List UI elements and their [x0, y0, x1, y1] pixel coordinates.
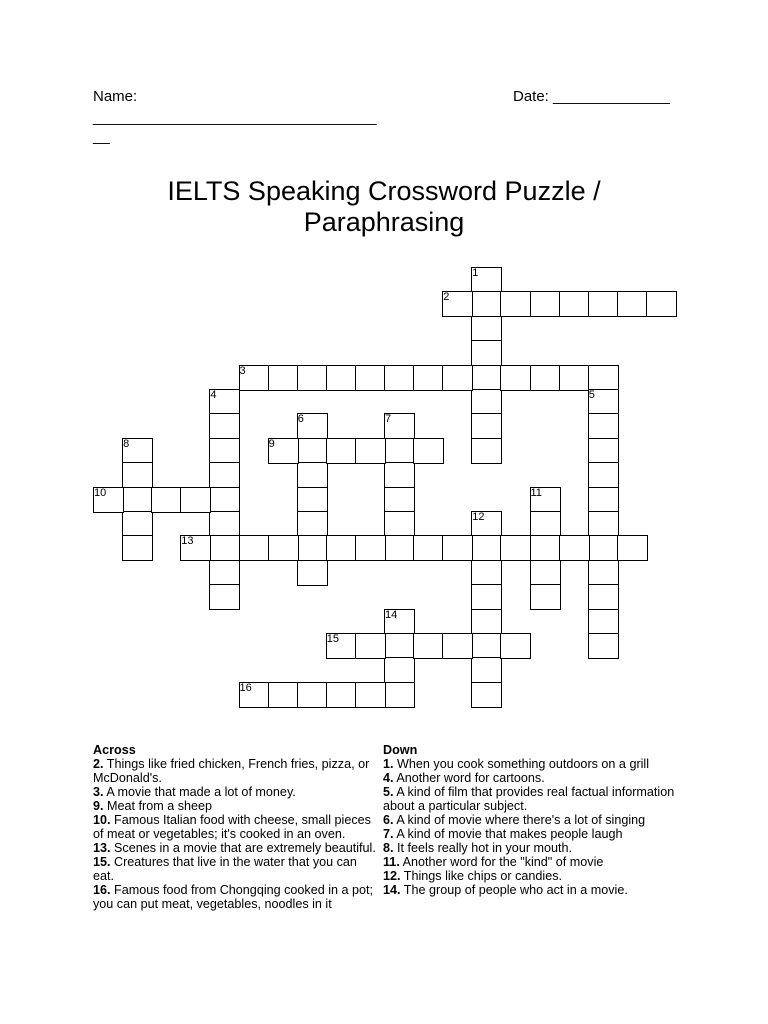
crossword-cell[interactable] — [384, 511, 415, 537]
crossword-cell[interactable] — [384, 413, 415, 439]
crossword-cell[interactable] — [384, 487, 415, 513]
across-clue — [93, 883, 381, 911]
crossword-cell[interactable] — [588, 438, 619, 464]
across-clue — [93, 757, 381, 785]
crossword-cell[interactable] — [355, 682, 386, 708]
down-clue — [383, 757, 679, 771]
down-clue — [383, 841, 679, 855]
page-title-line-1: IELTS Speaking Crossword Puzzle / — [167, 176, 601, 207]
clue-number: 10. — [93, 813, 111, 827]
crossword-cell[interactable] — [209, 438, 240, 464]
crossword-cell[interactable] — [268, 438, 299, 464]
crossword-cell[interactable] — [297, 487, 328, 513]
crossword-cell[interactable] — [268, 535, 299, 561]
clue-text: A kind of movie where there's a lot of singing — [396, 813, 646, 827]
crossword-cell[interactable] — [471, 438, 502, 464]
clue-text: Meat from a sheep — [107, 799, 213, 813]
across-clue — [93, 813, 381, 841]
crossword-cell[interactable] — [239, 682, 270, 708]
crossword-cell[interactable] — [297, 560, 328, 586]
crossword-cell[interactable] — [471, 413, 502, 439]
crossword-cell[interactable] — [471, 682, 502, 708]
clue-number-label: 15 — [326, 633, 340, 645]
crossword-cell[interactable] — [122, 462, 153, 488]
clue-number: 7. — [383, 827, 394, 841]
crossword-cell[interactable] — [122, 535, 153, 561]
crossword-cell[interactable] — [209, 389, 240, 415]
crossword-cell[interactable] — [239, 365, 270, 391]
crossword-cell[interactable] — [209, 511, 240, 537]
crossword-cell[interactable] — [588, 365, 619, 391]
crossword-cell[interactable] — [588, 389, 619, 415]
clue-number: 5. — [383, 785, 394, 799]
crossword-cell[interactable] — [209, 560, 240, 586]
crossword-cell[interactable] — [180, 487, 211, 513]
clue-number: 14. — [383, 883, 401, 897]
crossword-cell[interactable] — [297, 365, 328, 391]
crossword-cell[interactable] — [122, 487, 153, 513]
crossword-cell[interactable] — [500, 535, 531, 561]
clue-number-label: 6 — [297, 413, 304, 426]
crossword-cell[interactable] — [268, 682, 299, 708]
clue-number-label: 5 — [588, 389, 595, 401]
clue-number: 2. — [93, 757, 104, 771]
down-heading: Down — [383, 743, 418, 757]
crossword-cell[interactable] — [530, 487, 561, 513]
crossword-cell[interactable] — [588, 633, 619, 659]
crossword-cell[interactable] — [588, 560, 619, 586]
crossword-cell[interactable] — [500, 365, 531, 391]
crossword-cell[interactable] — [355, 535, 386, 561]
name-label: Name: — [93, 88, 138, 105]
across-clues — [93, 743, 381, 911]
clue-number: 8. — [383, 841, 394, 855]
crossword-cell[interactable] — [297, 535, 328, 561]
clue-number: 11. — [383, 855, 400, 869]
down-clue — [383, 827, 679, 841]
crossword-cell[interactable] — [326, 535, 357, 561]
crossword-cell[interactable] — [588, 462, 619, 488]
crossword-cell[interactable] — [326, 365, 357, 391]
crossword-cell[interactable] — [209, 584, 240, 610]
clue-number: 1. — [383, 757, 394, 771]
clue-number: 13. — [93, 841, 111, 855]
clue-number: 12. — [383, 869, 401, 883]
crossword-cell[interactable] — [588, 609, 619, 635]
name-field-line-tail: __ — [93, 128, 110, 145]
crossword-cell[interactable] — [530, 511, 561, 537]
crossword-cell[interactable] — [588, 487, 619, 513]
crossword-cell[interactable] — [588, 413, 619, 439]
crossword-cell[interactable] — [617, 291, 648, 317]
page-title-line-2: Paraphrasing — [303, 207, 465, 238]
crossword-cell[interactable] — [588, 511, 619, 537]
crossword-cell[interactable] — [326, 438, 357, 464]
crossword-cell[interactable] — [500, 633, 531, 659]
crossword-cell[interactable] — [413, 438, 444, 464]
clue-number: 6. — [383, 813, 394, 827]
crossword-cell[interactable] — [471, 511, 502, 537]
across-heading: Across — [93, 743, 136, 757]
page-title — [0, 176, 768, 238]
down-clues — [383, 743, 679, 897]
across-clue — [93, 799, 381, 813]
clue-number-label: 13 — [181, 535, 194, 548]
down-clue — [383, 883, 679, 897]
crossword-cell[interactable] — [442, 535, 473, 561]
down-clue — [383, 813, 679, 827]
crossword-cell[interactable] — [209, 413, 240, 439]
crossword-cell[interactable] — [471, 535, 502, 561]
crossword-cell[interactable] — [471, 340, 502, 366]
clue-text: A kind of movie that makes people laugh — [396, 827, 623, 841]
crossword-cell[interactable] — [355, 633, 386, 659]
clue-text: A movie that made a lot of money. — [106, 785, 296, 799]
across-clue — [93, 785, 381, 799]
crossword-cell[interactable] — [471, 657, 502, 683]
crossword-cell[interactable] — [559, 365, 590, 391]
crossword-cell[interactable] — [471, 609, 502, 635]
crossword-cell[interactable] — [588, 584, 619, 610]
clue-number: 15. — [93, 855, 111, 869]
clue-text: Things like chips or candies. — [403, 869, 562, 883]
clue-number-label: 3 — [239, 364, 246, 377]
clue-number-label: 2 — [443, 291, 450, 304]
clue-number-label: 1 — [472, 267, 479, 279]
clue-text: Famous food from Chongqing cooked in a pot; you can put meat, vegetables, noodles in it — [93, 883, 374, 911]
crossword-cell[interactable] — [384, 535, 415, 561]
clue-text: Things like fried chicken, French fries, pizza, or McDonald's. — [93, 757, 370, 785]
clue-number-label: 10 — [94, 486, 107, 499]
crossword-cell[interactable] — [209, 535, 240, 561]
crossword-cell[interactable] — [442, 291, 473, 317]
across-clue — [93, 841, 381, 855]
crossword-cell[interactable] — [413, 365, 444, 391]
crossword-cell[interactable] — [326, 633, 357, 659]
crossword-cell[interactable] — [326, 682, 357, 708]
clue-number-label: 7 — [385, 413, 392, 426]
crossword-cell[interactable] — [471, 584, 502, 610]
crossword-cell[interactable] — [530, 535, 561, 561]
crossword-cell[interactable] — [122, 438, 153, 464]
clue-text: The group of people who act in a movie. — [403, 883, 628, 897]
crossword-cell[interactable] — [384, 365, 415, 391]
crossword-cell[interactable] — [530, 291, 561, 317]
clue-number: 3. — [93, 785, 104, 799]
crossword-cell[interactable] — [151, 487, 182, 513]
clue-number: 4. — [383, 771, 394, 785]
crossword-cell[interactable] — [442, 633, 473, 659]
crossword-cell[interactable] — [471, 389, 502, 415]
down-clue — [383, 771, 679, 785]
clue-text: Another word for cartoons. — [396, 771, 545, 785]
clue-text: It feels really hot in your mouth. — [397, 841, 573, 855]
crossword-cell[interactable] — [471, 633, 502, 659]
crossword-cell[interactable] — [93, 487, 124, 513]
crossword-cell[interactable] — [122, 511, 153, 537]
clue-text: A kind of film that provides real factual information about a particular subject. — [383, 785, 675, 813]
crossword-cell[interactable] — [471, 267, 502, 293]
crossword-cell[interactable] — [413, 633, 444, 659]
crossword-cell[interactable] — [530, 365, 561, 391]
crossword-cell[interactable] — [471, 560, 502, 586]
clue-number-label: 12 — [472, 511, 485, 523]
crossword-cell[interactable] — [297, 511, 328, 537]
crossword-cell[interactable] — [297, 682, 328, 708]
crossword-cell[interactable] — [384, 682, 415, 708]
crossword-cell[interactable] — [471, 291, 502, 317]
crossword-cell[interactable] — [209, 462, 240, 488]
crossword-cell[interactable] — [384, 657, 415, 683]
name-field-line[interactable]: __________________________________ — [93, 109, 377, 126]
clue-number-label: 14 — [385, 608, 398, 621]
clue-number-label: 11 — [530, 486, 542, 499]
crossword-cell[interactable] — [355, 438, 386, 464]
crossword-cell[interactable] — [530, 584, 561, 610]
clue-text: When you cook something outdoors on a grill — [397, 757, 650, 771]
crossword-cell[interactable] — [559, 291, 590, 317]
crossword-cell[interactable] — [471, 316, 502, 342]
crossword-cell[interactable] — [355, 365, 386, 391]
crossword-cell[interactable] — [500, 291, 531, 317]
crossword-cell[interactable] — [442, 365, 473, 391]
crossword-cell[interactable] — [588, 291, 619, 317]
clue-text: Famous Italian food with cheese, small pieces of meat or vegetables; it's cooked in an oven. — [93, 813, 371, 841]
crossword-cell[interactable] — [209, 487, 240, 513]
clue-number-label: 4 — [210, 389, 217, 401]
crossword-cell[interactable] — [384, 438, 415, 464]
crossword-cell[interactable] — [559, 535, 590, 561]
clue-number-label: 9 — [268, 437, 275, 450]
date-field[interactable]: Date: ______________ — [513, 88, 670, 105]
crossword-cell[interactable] — [617, 535, 648, 561]
crossword-cell[interactable] — [180, 535, 211, 561]
crossword-cell[interactable] — [268, 365, 299, 391]
crossword-cell[interactable] — [588, 535, 619, 561]
crossword-cell[interactable] — [384, 633, 415, 659]
crossword-cell[interactable] — [297, 413, 328, 439]
crossword-cell[interactable] — [413, 535, 444, 561]
clue-number: 16. — [93, 883, 111, 897]
clue-text: Scenes in a movie that are extremely beautiful. — [114, 841, 376, 855]
crossword-cell[interactable] — [297, 438, 328, 464]
crossword-cell[interactable] — [297, 462, 328, 488]
crossword-cell[interactable] — [384, 609, 415, 635]
crossword-cell[interactable] — [646, 291, 677, 317]
across-clue — [93, 855, 381, 883]
down-clue — [383, 855, 679, 869]
clue-number: 9. — [93, 799, 104, 813]
clue-number-label: 8 — [123, 437, 130, 450]
crossword-cell[interactable] — [239, 535, 270, 561]
crossword-cell[interactable] — [384, 462, 415, 488]
down-clue — [383, 869, 679, 883]
clue-number-label: 16 — [239, 681, 252, 694]
crossword-cell[interactable] — [471, 365, 502, 391]
crossword-cell[interactable] — [530, 560, 561, 586]
clue-text: Another word for the "kind" of movie — [402, 855, 604, 869]
clue-text: Creatures that live in the water that you can eat. — [93, 855, 357, 883]
down-clue — [383, 785, 679, 813]
